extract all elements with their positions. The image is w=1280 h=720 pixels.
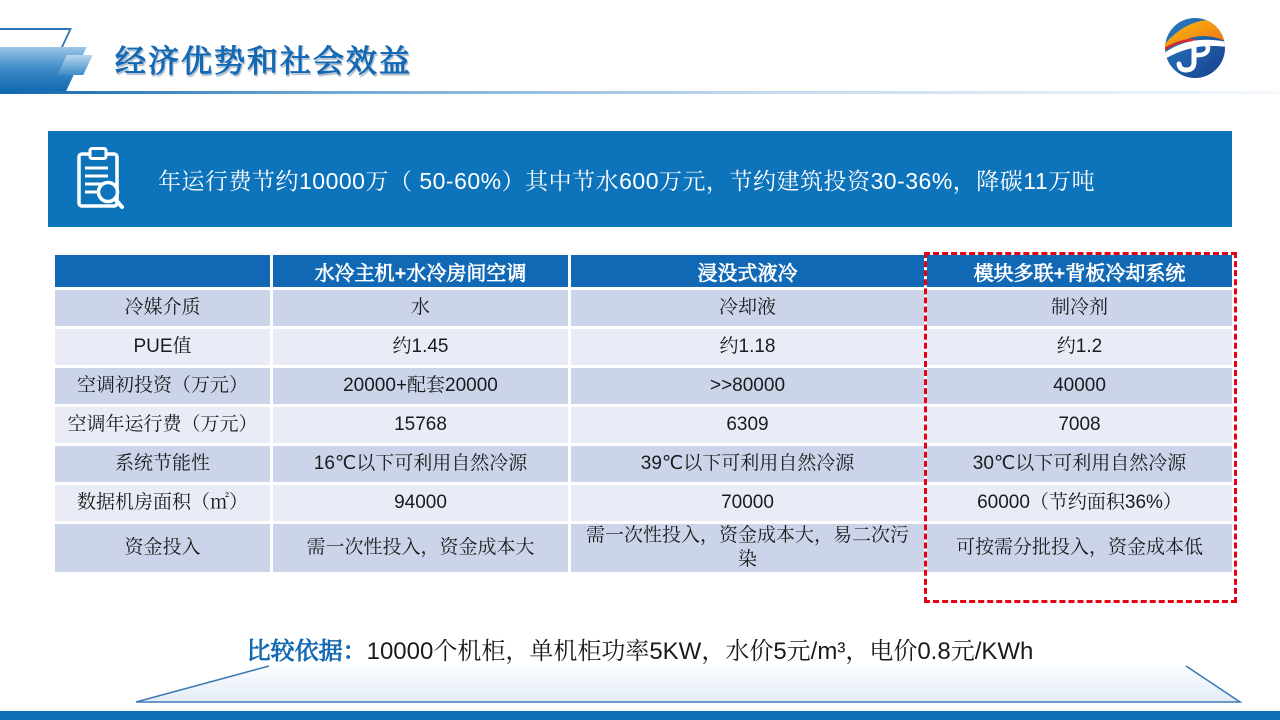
page-title: 经济优势和社会效益 <box>115 44 412 79</box>
table-cell: 可按需分批投入，资金成本低 <box>927 524 1232 575</box>
note-lead: 比较依据： <box>246 638 367 665</box>
table-row <box>55 446 1232 485</box>
table-row <box>55 290 1232 329</box>
table-cell: 94000 <box>273 485 571 524</box>
company-logo-icon <box>1163 16 1227 80</box>
table-cell: 39℃以下可利用自然冷源 <box>571 446 927 485</box>
row-label: PUE值 <box>55 329 273 368</box>
table-cell: 15768 <box>273 407 571 446</box>
table-cell: 制冷剂 <box>927 290 1232 329</box>
table-cell: 冷却液 <box>571 290 927 329</box>
table-row <box>55 329 1232 368</box>
column-header-empty <box>55 255 273 290</box>
column-header-water-cooled: 水冷主机+水冷房间空调 <box>273 255 571 290</box>
table-cell: 6309 <box>571 407 927 446</box>
bottom-trapezoid-decoration <box>0 650 1280 710</box>
column-header-immersion: 浸没式液冷 <box>571 255 927 290</box>
column-header-modular: 模块多联+背板冷却系统 <box>927 255 1232 290</box>
table-cell: 20000+配套20000 <box>273 368 571 407</box>
table-cell: 水 <box>273 290 571 329</box>
table-cell: 70000 <box>571 485 927 524</box>
table-cell: 16℃以下可利用自然冷源 <box>273 446 571 485</box>
table-row <box>55 407 1232 446</box>
row-label: 冷媒介质 <box>55 290 273 329</box>
clipboard-search-icon <box>76 146 124 212</box>
table-cell: 60000（节约面积36%） <box>927 485 1232 524</box>
banner-text: 年运行费节约10000万（ 50-60%）其中节水600万元，节约建筑投资30-36%，降碳11万吨 <box>158 167 1096 194</box>
table-cell: 约1.2 <box>927 329 1232 368</box>
table-cell: 约1.45 <box>273 329 571 368</box>
table-cell: 约1.18 <box>571 329 927 368</box>
header-row <box>55 255 1232 290</box>
row-label: 系统节能性 <box>55 446 273 485</box>
table-cell: 需一次性投入，资金成本大 <box>273 524 571 575</box>
row-label: 数据机房面积（㎡） <box>55 485 273 524</box>
table-cell: 需一次性投入，资金成本大，易二次污染 <box>571 524 927 575</box>
key-message-banner <box>48 131 1232 227</box>
bottom-blue-bar <box>0 711 1280 720</box>
row-label: 资金投入 <box>55 524 273 575</box>
title-underline <box>0 91 1280 94</box>
table-cell: 30℃以下可利用自然冷源 <box>927 446 1232 485</box>
table-cell: 40000 <box>927 368 1232 407</box>
table-row <box>55 368 1232 407</box>
table-cell: 7008 <box>927 407 1232 446</box>
row-label: 空调年运行费（万元） <box>55 407 273 446</box>
note-text: 10000个机柜，单机柜功率5KW，水价5元/m³，电价0.8元/KWh <box>366 638 1034 665</box>
table-row <box>55 524 1232 575</box>
comparison-table <box>55 255 1232 575</box>
row-label: 空调初投资（万元） <box>55 368 273 407</box>
table-row <box>55 485 1232 524</box>
table-cell: >>80000 <box>571 368 927 407</box>
